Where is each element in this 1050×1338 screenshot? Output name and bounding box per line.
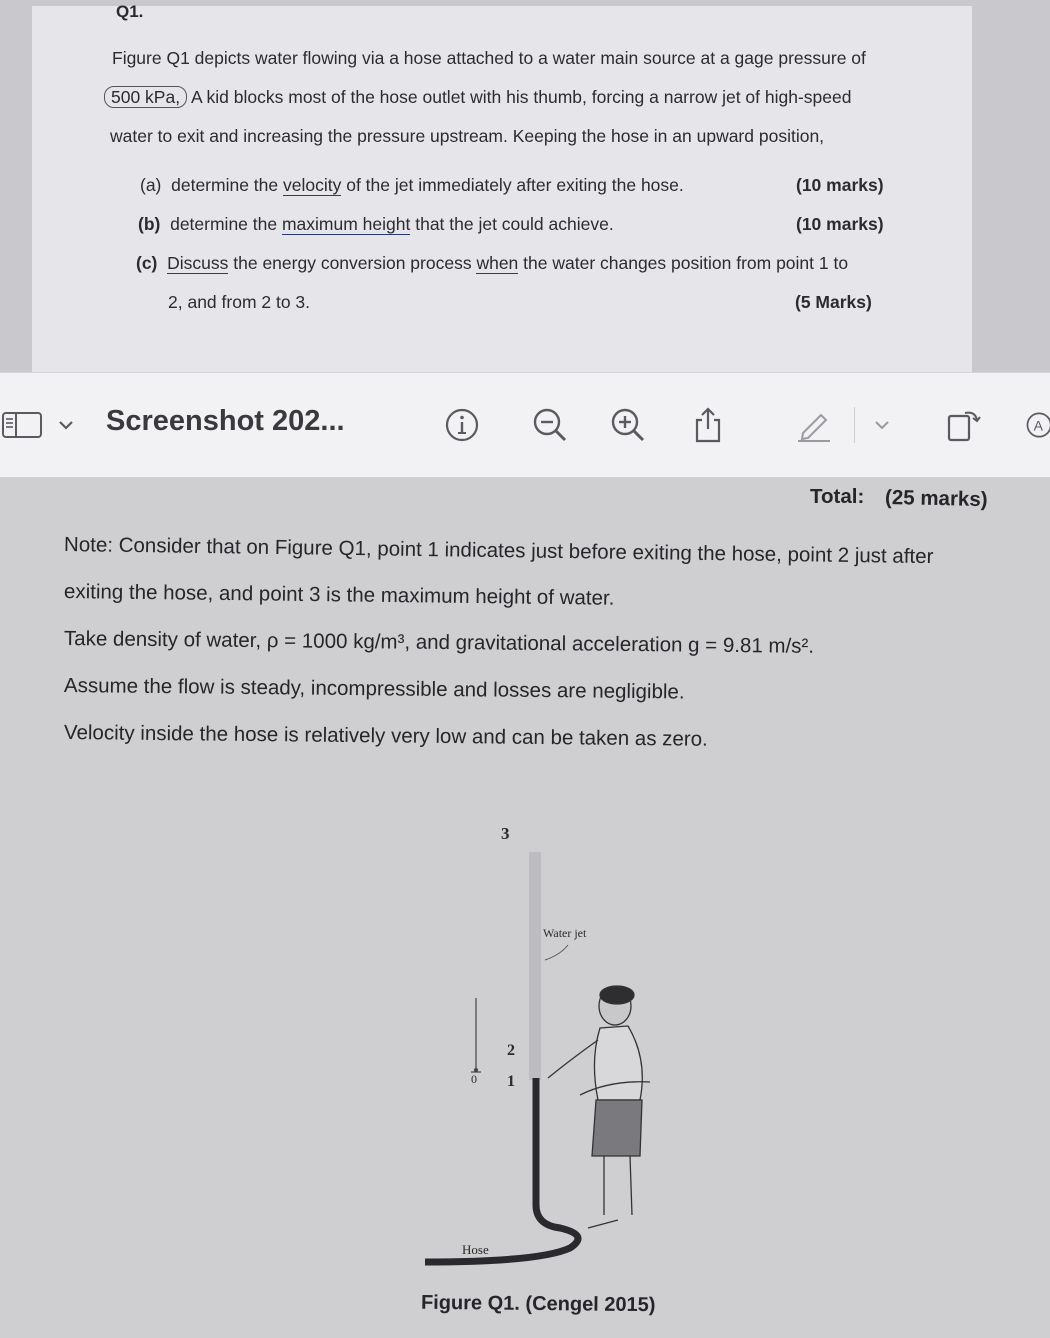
document-title[interactable]: Screenshot 202... [106,405,345,437]
share-icon[interactable] [690,403,726,447]
question-title: Q1. [116,2,144,21]
zoom-in-icon[interactable] [608,403,648,447]
question-image-top [0,0,1050,372]
part-c: (c) Discuss the energy conversion process when the water changes position from point 1 to [136,253,849,273]
kid-drawing [548,986,650,1228]
part-a: (a) determine the velocity of the jet immediately after exiting the hose. [140,175,684,195]
question-image-bottom [0,477,1050,1338]
rotate-icon[interactable] [944,403,984,447]
water-jet-shape [529,852,541,1080]
total-label: Total: [810,485,865,508]
water-jet-label: Water jet [543,926,587,940]
note-line-1: Note: Consider that on Figure Q1, point 1 indicates just before exiting the hose, point 2 just after [63,533,934,569]
chevron-down-icon[interactable] [54,403,78,447]
zoom-out-icon[interactable] [530,403,570,447]
preview-toolbar [0,372,1050,478]
intro-line-2 [112,78,932,117]
intro-line-1: Figure Q1 depicts water flowing via a hose attached to a water main source at a gage pressure of [112,48,866,68]
markup-chevron-icon[interactable] [872,403,892,447]
hose-shape [425,1078,578,1262]
sidebar-icon[interactable] [0,403,44,447]
intro-line-2-rest: A kid blocks most of the hose outlet with his thumb, forcing a narrow jet of high-speed [187,87,852,107]
toolbar-divider [854,407,855,443]
point-1-label: 1 [507,1073,515,1090]
density-line: Take density of water, ρ = 1000 kg/m³, and gravitational acceleration g = 9.81 m/s². [63,627,815,658]
velocity-line: Velocity inside the hose is relatively very low and can be taken as zero. [63,721,708,751]
note-line-2: exiting the hose, and point 3 is the maximum height of water. [63,580,615,610]
markup-pen-icon[interactable] [794,403,834,447]
intro-line-3: water to exit and increasing the pressure upstream. Keeping the hose in an upward position, [110,126,825,146]
hose-figure [0,477,1050,1338]
annotate-icon[interactable] [1022,403,1050,447]
point-0-label: 0 [471,1072,477,1086]
hose-label: Hose [462,1242,489,1257]
point-2-label: 2 [507,1042,515,1059]
part-b-marks: (10 marks) [796,214,884,234]
info-icon[interactable] [442,403,482,447]
part-b: (b) determine the maximum height that the jet could achieve. [138,214,614,234]
part-c-continuation: 2, and from 2 to 3. [168,292,311,312]
total-marks: (25 marks) [884,485,988,512]
pressure-value: 500 kPa, [104,86,187,108]
point-3-label: 3 [501,824,510,843]
part-c-marks: (5 Marks) [795,292,872,312]
part-a-marks: (10 marks) [796,175,884,195]
assumption-line: Assume the flow is steady, incompressible and losses are negligible. [63,674,685,704]
figure-caption: Figure Q1. (Cengel 2015) [420,1291,656,1317]
svg-text:A: A [1033,417,1044,434]
